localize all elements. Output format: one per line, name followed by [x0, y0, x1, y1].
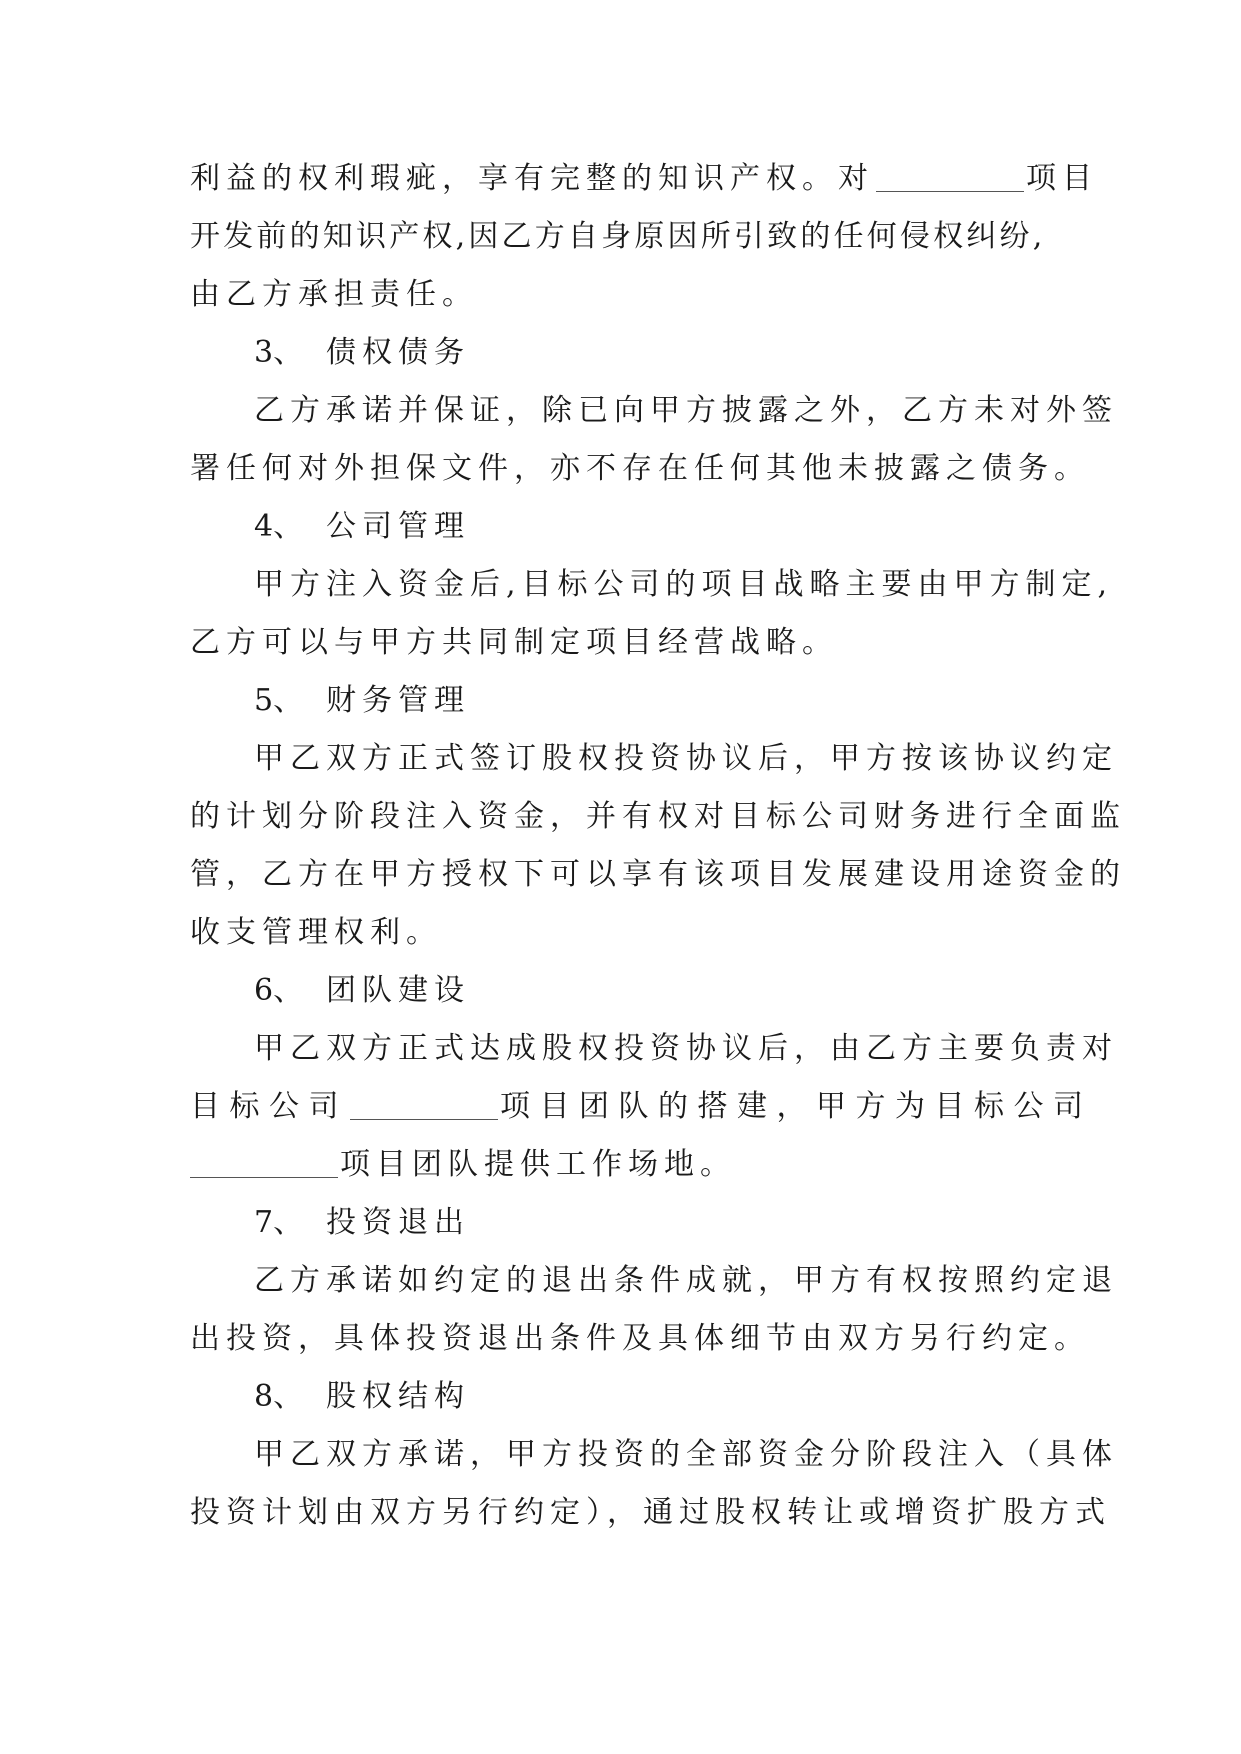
document-page [190, 150, 1126, 1542]
paragraph-line: 乙方可以与甲方共同制定项目经营战略。 [190, 625, 838, 660]
section-title: 公司管理 [326, 509, 470, 544]
section-title: 股权结构 [326, 1379, 470, 1414]
paragraph-line: 甲乙双方正式达成股权投资协议后，由乙方主要负责对 [254, 1031, 1118, 1066]
section-number: 5、 [254, 683, 304, 718]
section-number: 3、 [254, 335, 304, 370]
section-heading-5 [190, 672, 1070, 730]
text-segment: 目标公司 [190, 1089, 348, 1124]
blank-field [876, 161, 1024, 192]
section-heading-8 [190, 1368, 1070, 1426]
text-segment: 项目 [1026, 161, 1098, 196]
section-title: 债权债务 [326, 335, 470, 370]
paragraph-line: 甲乙双方承诺，甲方投资的全部资金分阶段注入（具体 [254, 1437, 1118, 1472]
blank-field [190, 1147, 338, 1178]
paragraph-line [190, 1136, 1070, 1194]
section-heading-7 [190, 1194, 1070, 1252]
section-title: 投资退出 [326, 1205, 470, 1240]
paragraph-line [190, 150, 1098, 208]
paragraph-line: 由乙方承担责任。 [190, 277, 478, 312]
text-segment: 项目团队的搭建，甲方为目标公司 [500, 1089, 1093, 1124]
paragraph-line: 出投资，具体投资退出条件及具体细节由双方另行约定。 [190, 1321, 1090, 1356]
blank-field [350, 1089, 498, 1120]
text-segment: 项目团队提供工作场地。 [340, 1147, 736, 1182]
section-number: 8、 [254, 1379, 304, 1414]
paragraph-line: 管，乙方在甲方授权下可以享有该项目发展建设用途资金的 [190, 857, 1126, 892]
paragraph-line: 收支管理权利。 [190, 915, 442, 950]
paragraph-line: 乙方承诺如约定的退出条件成就，甲方有权按照约定退 [254, 1263, 1118, 1298]
paragraph-line: 署任何对外担保文件，亦不存在任何其他未披露之债务。 [190, 451, 1090, 486]
text-segment: 利益的权利瑕疵，享有完整的知识产权。对 [190, 161, 874, 196]
paragraph-line: 甲方注入资金后,目标公司的项目战略主要由甲方制定, [254, 567, 1114, 602]
paragraph-line: 开发前的知识产权,因乙方自身原因所引致的任何侵权纠纷, [190, 219, 1046, 254]
section-number: 6、 [254, 973, 304, 1008]
paragraph-line: 投资计划由双方另行约定），通过股权转让或增资扩股方式 [190, 1495, 1111, 1530]
paragraph-line [190, 1078, 1093, 1136]
section-heading-6 [190, 962, 1070, 1020]
section-title: 团队建设 [326, 973, 470, 1008]
paragraph-line: 甲乙双方正式签订股权投资协议后，甲方按该协议约定 [254, 741, 1118, 776]
section-number: 7、 [254, 1205, 304, 1240]
section-heading-4 [190, 498, 1070, 556]
section-title: 财务管理 [326, 683, 470, 718]
section-heading-3 [190, 324, 1070, 382]
paragraph-line: 乙方承诺并保证，除已向甲方披露之外，乙方未对外签 [254, 393, 1118, 428]
section-number: 4、 [254, 509, 304, 544]
paragraph-line: 的计划分阶段注入资金，并有权对目标公司财务进行全面监 [190, 799, 1126, 834]
